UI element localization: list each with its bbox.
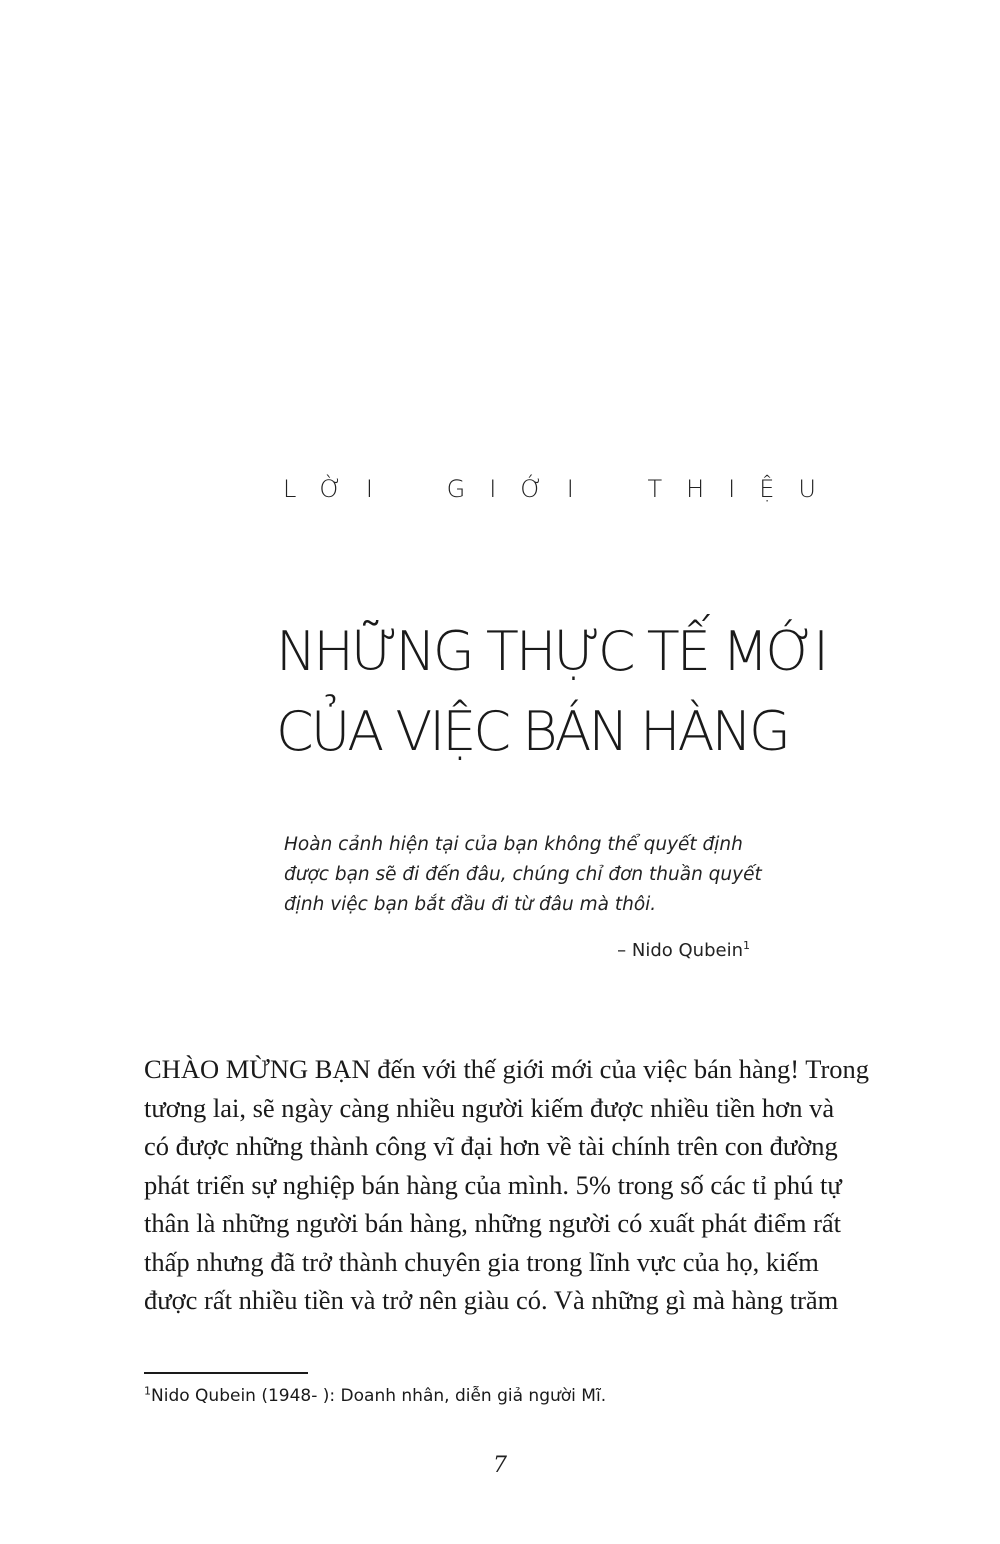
chapter-label: LỜI GIỚI THIỆU [283, 475, 840, 503]
footnote-marker: 1 [144, 1384, 151, 1398]
body-line-1: CHÀO MỪNG BẠN đến với thế giới mới của việc bán hàng! Trong [144, 1054, 870, 1084]
chapter-title-line-2: CỦA VIỆC BÁN HÀNG [276, 700, 788, 763]
body-line-6: thấp nhưng đã trở thành chuyên gia trong lĩnh vực của họ, kiếm [144, 1246, 819, 1277]
body-line-7: được rất nhiều tiền và trở nên giàu có. Và những gì mà hàng trăm [144, 1285, 839, 1315]
body-line-2: tương lai, sẽ ngày càng nhiều người kiếm được nhiều tiền hơn và [144, 1092, 835, 1123]
body-line-5: thân là những người bán hàng, những người có xuất phát điểm rất [144, 1208, 842, 1238]
footnote-text: Nido Qubein (1948- ): Doanh nhân, diễn giả người Mĩ. [151, 1386, 607, 1406]
chapter-title-line-1: NHỮNG THỰC TẾ MỚI [276, 620, 827, 683]
body-line-4: phát triển sự nghiệp bán hàng của mình. 5% trong số các tỉ phú tự [144, 1169, 842, 1200]
epigraph-line-1: Hoàn cảnh hiện tại của bạn không thể quyết định [284, 834, 743, 855]
page-number: 7 [493, 1453, 507, 1478]
body-paragraph [144, 1050, 904, 1320]
chapter-title [276, 612, 827, 772]
attribution-text: – Nido Qubein [617, 940, 743, 961]
footnote [144, 1384, 844, 1408]
body-line-3: có được những thành công vĩ đại hơn về tài chính trên con đường [144, 1131, 838, 1161]
epigraph-line-2: được bạn sẽ đi đến đâu, chúng chỉ đơn thuần quyết [284, 864, 762, 885]
footnote-reference: 1 [743, 939, 750, 952]
epigraph-quote [284, 830, 764, 920]
epigraph-line-3: định việc bạn bắt đầu đi từ đâu mà thôi. [284, 894, 657, 915]
epigraph-attribution [560, 940, 750, 961]
footnote-divider [144, 1372, 308, 1374]
